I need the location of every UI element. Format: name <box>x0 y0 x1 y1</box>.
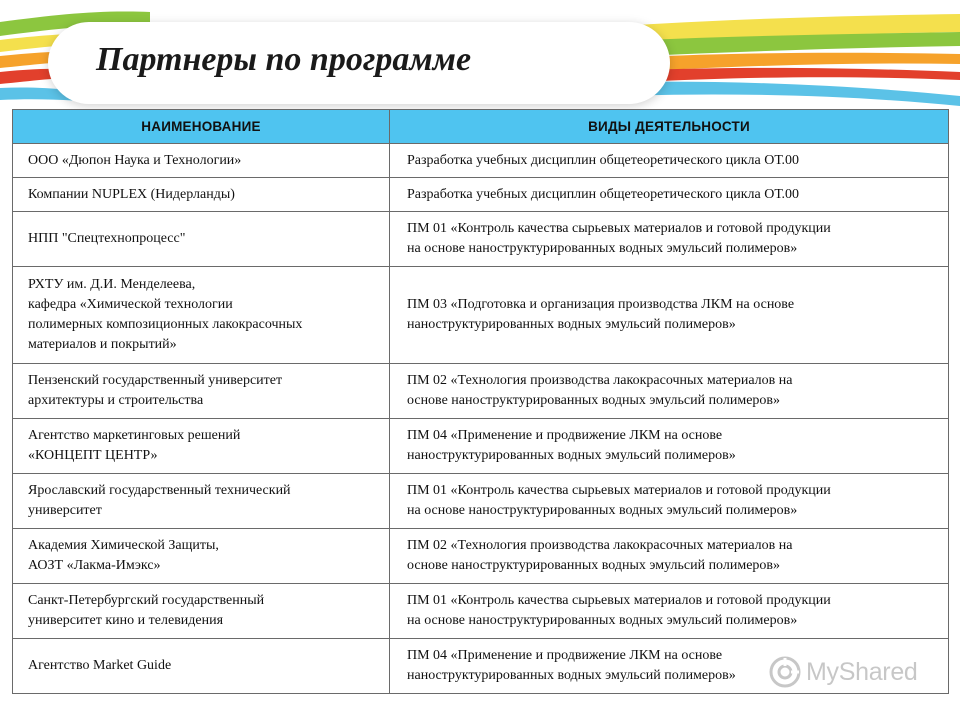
partner-name-cell <box>13 584 390 639</box>
table-row <box>13 474 949 529</box>
partner-name-line: Ярославский государственный технический <box>28 483 291 498</box>
stripe-blue-right <box>620 82 960 106</box>
activity-line: Разработка учебных дисциплин общетеоретического цикла ОТ.00 <box>407 152 799 168</box>
partner-name-line: РХТУ им. Д.И. Менделеева, <box>28 277 196 292</box>
table-row <box>13 144 949 178</box>
activity-cell <box>390 144 949 178</box>
activity-cell <box>390 419 949 474</box>
partner-name-line: Академия Химической Защиты, <box>28 538 219 553</box>
activity-line: на основе наноструктурированных водных эмульсий полимеров» <box>407 503 798 518</box>
activity-line: ПМ 04 «Применение и продвижение ЛКМ на основе <box>407 648 723 663</box>
partner-name-line: университет кино и телевидения <box>28 613 224 628</box>
activity-line: ПМ 04 «Применение и продвижение ЛКМ на основе <box>407 428 723 443</box>
table-row <box>13 178 949 212</box>
activity-cell <box>390 364 949 419</box>
partner-name-line: университет <box>28 503 102 518</box>
activity-line: наноструктурированных водных эмульсий полимеров» <box>407 668 736 683</box>
activity-cell <box>390 584 949 639</box>
activity-line: ПМ 03 «Подготовка и организация производства ЛКМ на основе <box>407 297 795 312</box>
table-row <box>13 584 949 639</box>
partner-name-cell <box>13 364 390 419</box>
table-header-row <box>13 110 949 144</box>
activity-cell <box>390 529 949 584</box>
activity-line: ПМ 01 «Контроль качества сырьевых материалов и готовой продукции <box>407 593 831 608</box>
partner-name-cell <box>13 474 390 529</box>
activity-line: наноструктурированных водных эмульсий полимеров» <box>407 448 736 463</box>
partner-name-line: Агентство маркетинговых решений <box>28 428 241 443</box>
partner-name-cell <box>13 212 390 267</box>
partner-name-cell <box>13 529 390 584</box>
activity-cell <box>390 212 949 267</box>
partner-name-line: полимерных композиционных лакокрасочных <box>28 317 303 332</box>
activity-line: ПМ 02 «Технология производства лакокрасочных материалов на <box>407 538 793 553</box>
table-row <box>13 529 949 584</box>
activity-line: на основе наноструктурированных водных эмульсий полимеров» <box>407 241 798 256</box>
partner-name-line: кафедра «Химической технологии <box>28 297 233 312</box>
partner-name-line: материалов и покрытий» <box>28 337 177 352</box>
watermark-text: MyShared <box>806 657 918 686</box>
stripe-red-right <box>640 68 960 82</box>
activity-line: ПМ 01 «Контроль качества сырьевых материалов и готовой продукции <box>407 483 831 498</box>
partner-name-line: Санкт-Петербургский государственный <box>28 593 265 608</box>
partner-name-cell <box>13 178 390 212</box>
myshared-logo-icon <box>768 655 802 689</box>
partner-name-line: Агентство Market Guide <box>28 658 172 673</box>
partner-name-cell <box>13 144 390 178</box>
activity-line: Разработка учебных дисциплин общетеоретического цикла ОТ.00 <box>407 186 799 202</box>
table-row <box>13 267 949 364</box>
partner-name-line: архитектуры и строительства <box>28 393 204 408</box>
activity-line: основе наноструктурированных водных эмульсий полимеров» <box>407 558 781 573</box>
table-row <box>13 212 949 267</box>
partner-name-line: АОЗТ «Лакма-Имэкс» <box>28 558 161 573</box>
activity-cell <box>390 474 949 529</box>
page-title: Партнеры по программе <box>96 41 472 78</box>
partner-name-line: ООО «Дюпон Наука и Технологии» <box>28 152 242 168</box>
table-row <box>13 364 949 419</box>
activity-line: ПМ 01 «Контроль качества сырьевых материалов и готовой продукции <box>407 221 831 236</box>
activity-cell <box>390 178 949 212</box>
watermark <box>768 652 948 692</box>
activity-cell <box>390 267 949 364</box>
partner-name-line: Пензенский государственный университет <box>28 373 283 388</box>
activity-line: ПМ 02 «Технология производства лакокрасочных материалов на <box>407 373 793 388</box>
activity-line: на основе наноструктурированных водных эмульсий полимеров» <box>407 613 798 628</box>
partner-name-line: «КОНЦЕПТ ЦЕНТР» <box>28 448 158 463</box>
partners-table <box>12 109 949 694</box>
partner-name-cell <box>13 639 390 694</box>
partner-name-cell <box>13 419 390 474</box>
column-header-name: НАИМЕНОВАНИЕ <box>13 110 390 144</box>
partner-name-line: Компании NUPLEX (Нидерланды) <box>28 186 235 202</box>
table-row <box>13 419 949 474</box>
activity-line: основе наноструктурированных водных эмульсий полимеров» <box>407 393 781 408</box>
partner-name-cell <box>13 267 390 364</box>
column-header-activity: ВИДЫ ДЕЯТЕЛЬНОСТИ <box>390 110 949 144</box>
activity-line: наноструктурированных водных эмульсий полимеров» <box>407 317 736 332</box>
partner-name-line: НПП "Спецтехнопроцесс" <box>28 231 186 246</box>
